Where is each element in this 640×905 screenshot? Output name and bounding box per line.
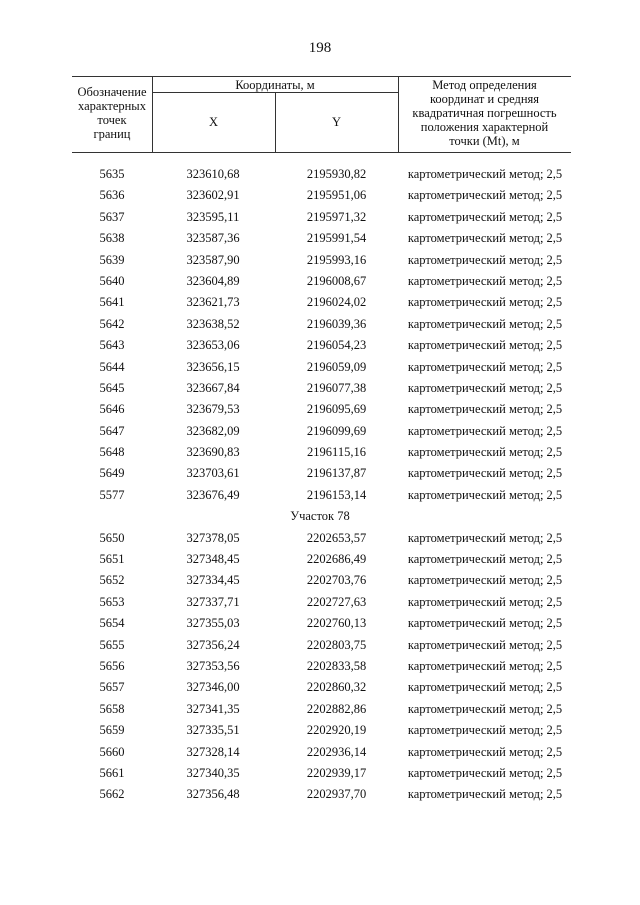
table-row — [0, 635, 640, 656]
y-coordinate-cell: 2202833,58 — [306, 658, 367, 673]
table-row — [0, 656, 640, 677]
x-column-header: X — [208, 115, 219, 129]
method-cell: картометрический метод; 2,5 — [407, 594, 563, 609]
y-coordinate-cell: 2202686,49 — [306, 552, 367, 567]
method-cell: картометрический метод; 2,5 — [407, 680, 563, 695]
table-row — [0, 485, 640, 506]
x-coordinate-cell: 323621,73 — [186, 295, 240, 310]
x-coordinate-cell: 327346,00 — [186, 680, 240, 695]
header-top-rule — [72, 76, 571, 77]
point-id-cell: 5651 — [99, 552, 125, 567]
y-coordinate-cell: 2202760,13 — [306, 616, 367, 631]
x-coordinate-cell: 323656,15 — [186, 359, 240, 374]
table-row — [0, 463, 640, 484]
x-coordinate-cell: 323676,49 — [186, 487, 240, 502]
x-coordinate-cell: 327356,24 — [186, 637, 240, 652]
method-cell: картометрический метод; 2,5 — [407, 552, 563, 567]
x-coordinate-cell: 323610,68 — [186, 167, 240, 181]
table-row — [0, 570, 640, 591]
method-cell: картометрический метод; 2,5 — [407, 359, 563, 374]
y-coordinate-cell: 2202882,86 — [306, 701, 367, 716]
point-id-cell: 5658 — [99, 701, 125, 716]
page-number: 198 — [308, 40, 332, 56]
x-coordinate-cell: 327353,56 — [186, 658, 240, 673]
y-coordinate-cell: 2202703,76 — [306, 573, 367, 588]
method-cell: картометрический метод; 2,5 — [407, 338, 563, 353]
y-coordinate-cell: 2202727,63 — [306, 594, 367, 609]
table-row — [0, 528, 640, 549]
table-row — [0, 314, 640, 335]
y-coordinate-cell: 2196024,02 — [306, 295, 367, 310]
point-id-cell: 5642 — [99, 316, 125, 331]
y-coordinate-cell: 2196115,16 — [307, 445, 366, 460]
table-row — [0, 613, 640, 634]
x-coordinate-cell: 323667,84 — [186, 380, 240, 395]
x-coordinate-cell: 327378,05 — [186, 530, 240, 545]
y-coordinate-cell: 2202860,32 — [306, 680, 367, 695]
y-coordinate-cell: 2195930,82 — [306, 167, 367, 181]
method-cell: картометрический метод; 2,5 — [407, 316, 563, 331]
section-title-text: Участок 78 — [290, 509, 350, 524]
point-id-cell: 5645 — [99, 380, 125, 395]
method-cell: картометрический метод; 2,5 — [407, 658, 563, 673]
point-id-cell: 5660 — [99, 744, 125, 759]
table-row — [0, 720, 640, 741]
method-cell: картометрический метод; 2,5 — [407, 765, 563, 780]
table-row — [0, 185, 640, 206]
point-id-cell: 5643 — [99, 338, 125, 353]
point-id-cell: 5661 — [99, 765, 125, 780]
y-coordinate-cell: 2202937,70 — [306, 787, 367, 802]
x-coordinate-cell: 323653,06 — [186, 338, 240, 353]
x-coordinate-cell: 323682,09 — [186, 423, 240, 438]
point-id-cell: 5659 — [99, 723, 125, 738]
y-coordinate-cell: 2196137,87 — [306, 466, 367, 481]
point-id-cell: 5641 — [99, 295, 125, 310]
method-cell: картометрический метод; 2,5 — [407, 231, 563, 246]
point-id-cell: 5652 — [99, 573, 125, 588]
point-id-cell: 5648 — [99, 445, 125, 460]
method-cell: картометрический метод; 2,5 — [407, 402, 563, 417]
y-coordinate-cell: 2202803,75 — [306, 637, 367, 652]
method-column-header: Метод определения координат и средняя квадратичная погрешность положения характерной точки (Mt), м — [412, 78, 557, 148]
point-id-cell: 5577 — [99, 487, 125, 502]
method-cell: картометрический метод; 2,5 — [407, 701, 563, 716]
table-row — [0, 784, 640, 805]
point-id-cell: 5636 — [99, 188, 125, 203]
method-cell: картометрический метод; 2,5 — [407, 744, 563, 759]
y-coordinate-cell: 2196099,69 — [306, 423, 367, 438]
table-row — [0, 442, 640, 463]
method-cell: картометрический метод; 2,5 — [407, 167, 563, 181]
method-cell: картометрический метод; 2,5 — [407, 466, 563, 481]
method-cell: картометрический метод; 2,5 — [407, 487, 563, 502]
method-cell: картометрический метод; 2,5 — [407, 252, 563, 267]
table-row — [0, 592, 640, 613]
coords-header: Координаты, м — [235, 78, 315, 92]
x-coordinate-cell: 323690,83 — [186, 445, 240, 460]
y-coordinate-cell: 2202920,19 — [306, 723, 367, 738]
point-id-cell: 5656 — [99, 658, 125, 673]
point-id-cell: 5647 — [99, 423, 125, 438]
y-coordinate-cell: 2196054,23 — [306, 338, 367, 353]
y-coordinate-cell: 2196077,38 — [306, 380, 367, 395]
table-row — [0, 677, 640, 698]
x-coordinate-cell: 323587,36 — [186, 231, 240, 246]
x-coordinate-cell: 327356,48 — [186, 787, 240, 802]
x-coordinate-cell: 323679,53 — [186, 402, 240, 417]
table-body — [0, 164, 640, 806]
point-id-cell: 5638 — [99, 231, 125, 246]
y-column-header: Y — [331, 115, 342, 129]
point-id-cell: 5646 — [99, 402, 125, 417]
table-row — [0, 378, 640, 399]
method-cell: картометрический метод; 2,5 — [407, 787, 563, 802]
x-coordinate-cell: 323602,91 — [186, 188, 240, 203]
x-coordinate-cell: 323638,52 — [186, 316, 240, 331]
y-coordinate-cell: 2195993,16 — [306, 252, 367, 267]
y-coordinate-cell: 2196153,14 — [306, 487, 367, 502]
x-coordinate-cell: 327355,03 — [186, 616, 240, 631]
y-coordinate-cell: 2202653,57 — [306, 530, 367, 545]
table-row — [0, 164, 640, 185]
method-cell: картометрический метод; 2,5 — [407, 530, 563, 545]
x-coordinate-cell: 327341,35 — [186, 701, 240, 716]
method-cell: картометрический метод; 2,5 — [407, 723, 563, 738]
table-row — [0, 421, 640, 442]
table-row — [0, 228, 640, 249]
x-coordinate-cell: 327334,45 — [186, 573, 240, 588]
x-coordinate-cell: 327335,51 — [186, 723, 240, 738]
y-coordinate-cell: 2196059,09 — [306, 359, 367, 374]
table-row — [0, 207, 640, 228]
x-coordinate-cell: 327340,35 — [186, 765, 240, 780]
point-id-cell: 5640 — [99, 273, 125, 288]
x-coordinate-cell: 327348,45 — [186, 552, 240, 567]
y-coordinate-cell: 2195951,06 — [306, 188, 367, 203]
method-cell: картометрический метод; 2,5 — [407, 209, 563, 224]
point-id-cell: 5655 — [99, 637, 125, 652]
method-cell: картометрический метод; 2,5 — [407, 637, 563, 652]
x-coordinate-cell: 323587,90 — [186, 252, 240, 267]
point-id-cell: 5644 — [99, 359, 125, 374]
method-cell: картометрический метод; 2,5 — [407, 445, 563, 460]
table-row — [0, 292, 640, 313]
section-title — [0, 506, 640, 527]
point-id-cell: 5662 — [99, 787, 125, 802]
table-row — [0, 742, 640, 763]
table-row — [0, 335, 640, 356]
point-id-cell: 5657 — [99, 680, 125, 695]
x-coordinate-cell: 327328,14 — [186, 744, 240, 759]
x-coordinate-cell: 323604,89 — [186, 273, 240, 288]
y-coordinate-cell: 2196095,69 — [306, 402, 367, 417]
table-row — [0, 399, 640, 420]
method-cell: картометрический метод; 2,5 — [407, 423, 563, 438]
point-id-cell: 5653 — [99, 594, 125, 609]
y-coordinate-cell: 2202939,17 — [306, 765, 367, 780]
point-id-cell: 5650 — [99, 530, 125, 545]
method-cell: картометрический метод; 2,5 — [407, 380, 563, 395]
table-row — [0, 250, 640, 271]
point-id-cell: 5635 — [99, 167, 125, 181]
y-coordinate-cell: 2196008,67 — [306, 273, 367, 288]
method-cell: картометрический метод; 2,5 — [407, 188, 563, 203]
table-row — [0, 549, 640, 570]
y-coordinate-cell: 2195971,32 — [306, 209, 367, 224]
y-coordinate-cell: 2202936,14 — [306, 744, 367, 759]
point-id-cell: 5654 — [99, 616, 125, 631]
method-cell: картометрический метод; 2,5 — [407, 616, 563, 631]
point-id-cell: 5639 — [99, 252, 125, 267]
x-coordinate-cell: 327337,71 — [186, 594, 240, 609]
header-bottom-rule — [72, 152, 571, 153]
method-cell: картометрический метод; 2,5 — [407, 573, 563, 588]
x-coordinate-cell: 323595,11 — [186, 209, 240, 224]
table-row — [0, 357, 640, 378]
y-coordinate-cell: 2195991,54 — [306, 231, 367, 246]
method-cell: картометрический метод; 2,5 — [407, 273, 563, 288]
table-row — [0, 699, 640, 720]
method-cell: картометрический метод; 2,5 — [407, 295, 563, 310]
table-row — [0, 271, 640, 292]
y-coordinate-cell: 2196039,36 — [306, 316, 367, 331]
point-id-cell: 5649 — [99, 466, 125, 481]
x-coordinate-cell: 323703,61 — [186, 466, 240, 481]
point-id-cell: 5637 — [99, 209, 125, 224]
table-row — [0, 763, 640, 784]
point-column-header: Обозначение характерных точек границ — [77, 85, 147, 141]
